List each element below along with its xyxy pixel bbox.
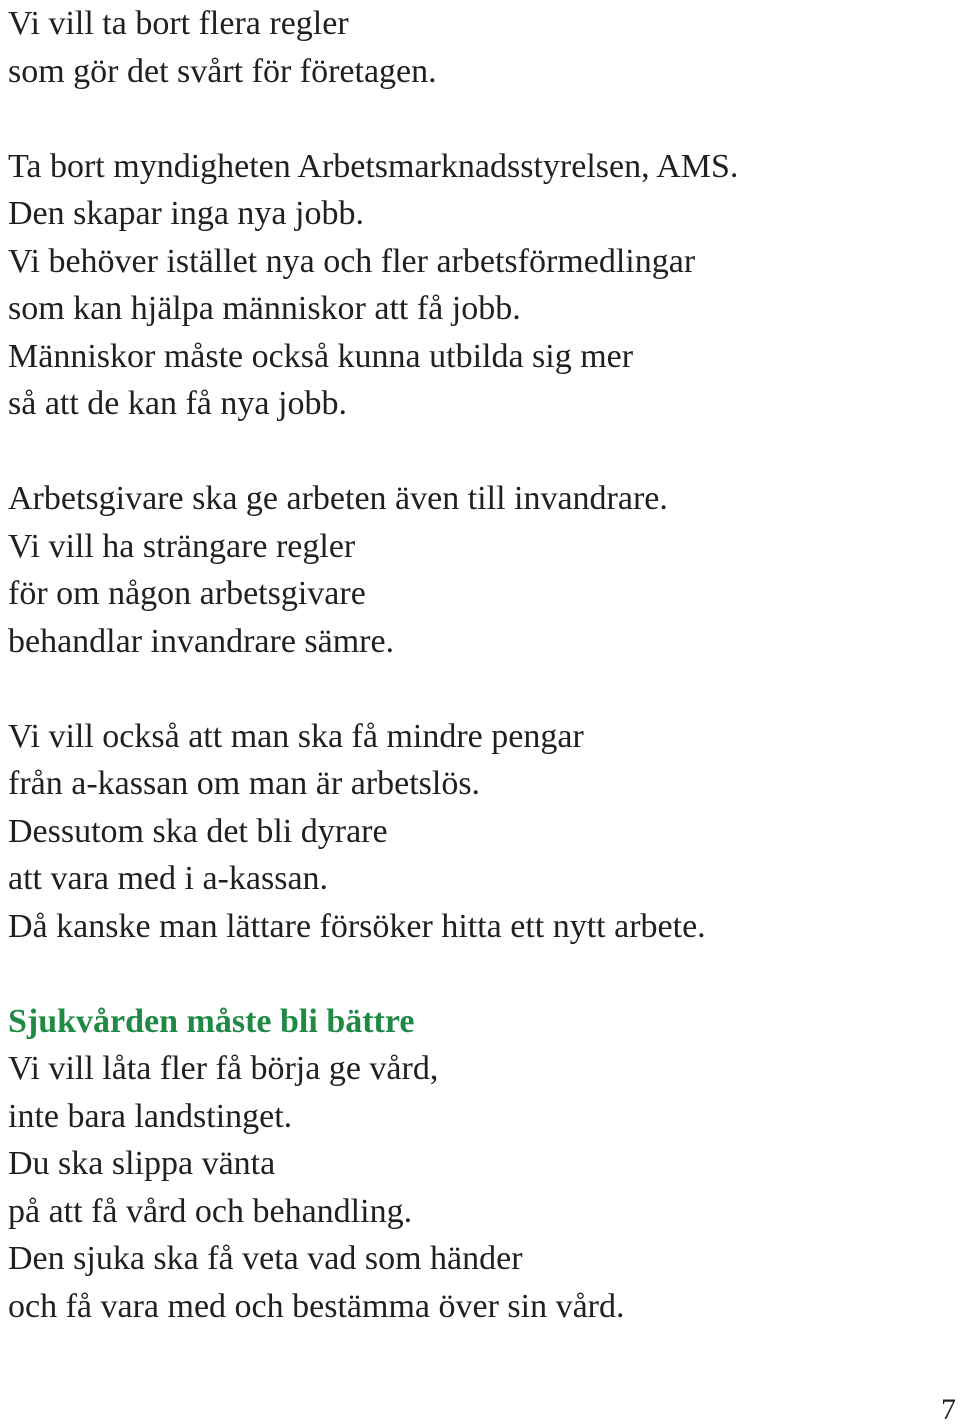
text-line: från a-kassan om man är arbetslös.	[8, 765, 481, 802]
page-number: 7	[941, 1393, 956, 1426]
section-healthcare	[8, 998, 948, 1331]
section-heading: Sjukvården måste bli bättre	[8, 1002, 415, 1040]
text-line: som kan hjälpa människor att få jobb.	[8, 290, 521, 327]
text-line: Ta bort myndigheten Arbetsmarknadsstyrelsen, AMS.	[8, 147, 739, 185]
paragraph-spacer	[8, 428, 948, 476]
paragraph-unemployment-fund	[8, 713, 948, 951]
text-line: inte bara landstinget.	[8, 1097, 293, 1135]
text-line: Då kanske man lättare försöker hitta ett nytt arbete.	[8, 907, 706, 945]
paragraph-regulations	[8, 0, 948, 95]
text-line: Vi vill ta bort flera regler	[8, 5, 349, 42]
text-line: Vi vill också att man ska få mindre pengar	[8, 717, 584, 755]
page-content	[8, 0, 948, 1330]
text-line: Människor måste också kunna utbilda sig mer	[8, 337, 634, 375]
paragraph-immigrants	[8, 475, 948, 665]
paragraph-employment-agency	[8, 143, 948, 428]
paragraph-spacer	[8, 665, 948, 713]
text-line: och få vara med och bestämma över sin vård.	[8, 1287, 625, 1325]
text-line: Den skapar inga nya jobb.	[8, 195, 364, 232]
text-line: Den sjuka ska få veta vad som händer	[8, 1240, 523, 1277]
text-line: för om någon arbetsgivare	[8, 575, 366, 612]
text-line: Du ska slippa vänta	[8, 1145, 276, 1182]
text-line: att vara med i a-kassan.	[8, 860, 329, 897]
text-line: Vi behöver istället nya och fler arbetsförmedlingar	[8, 242, 696, 280]
text-line: Dessutom ska det bli dyrare	[8, 812, 388, 850]
text-line: Vi vill ha strängare regler	[8, 527, 356, 565]
paragraph-spacer	[8, 95, 948, 143]
text-line: Arbetsgivare ska ge arbeten även till invandrare.	[8, 480, 668, 517]
text-line: som gör det svårt för företagen.	[8, 52, 437, 90]
text-line: så att de kan få nya jobb.	[8, 385, 347, 422]
text-line: på att få vård och behandling.	[8, 1192, 413, 1230]
text-line: behandlar invandrare sämre.	[8, 622, 395, 660]
paragraph-spacer	[8, 950, 948, 998]
text-line: Vi vill låta fler få börja ge vård,	[8, 1050, 439, 1087]
